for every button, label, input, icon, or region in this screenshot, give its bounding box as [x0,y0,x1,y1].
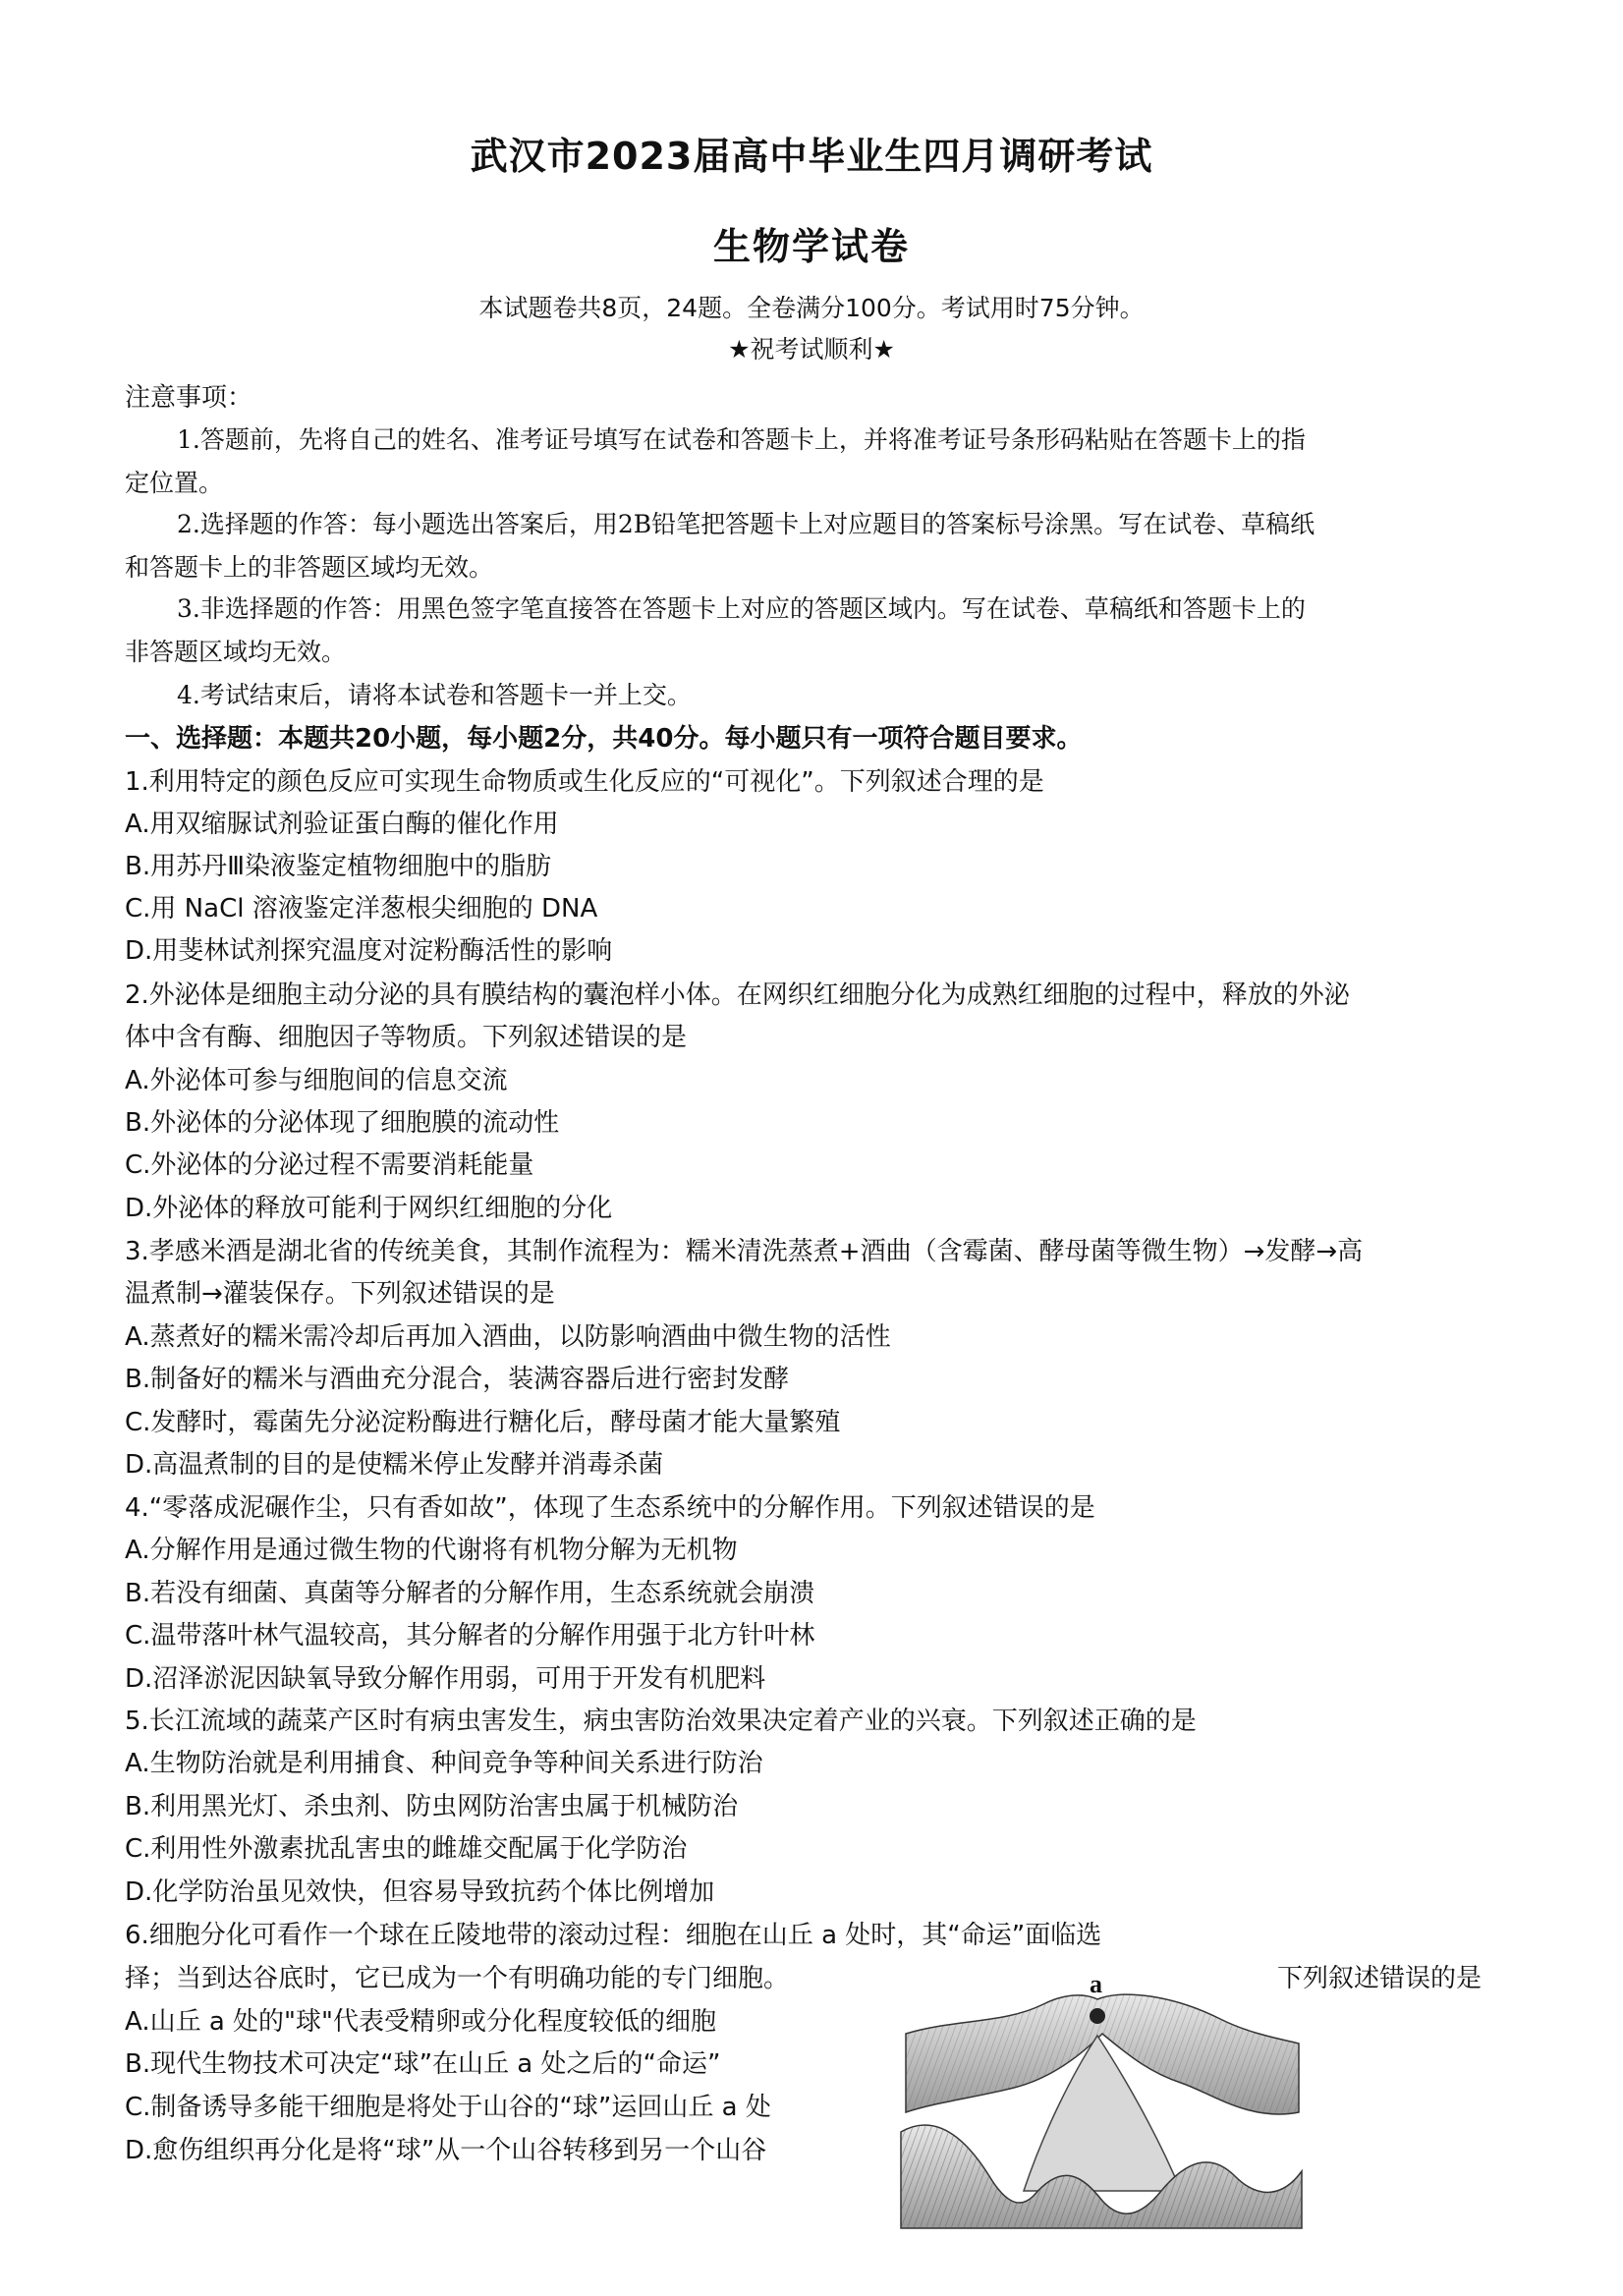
question-3-option-d: D.高温煮制的目的是使糯米停止发酵并消毒杀菌 [125,1450,664,1480]
exam-info: 本试题卷共8页，24题。全卷满分100分。考试用时75分钟。 [478,294,1145,322]
question-6-option-d: D.愈伤组织再分化是将“球”从一个山谷转移到另一个山谷 [125,2136,767,2165]
question-4-option-d: D.沼泽淤泥因缺氧导致分解作用弱，可用于开发有机肥料 [125,1664,766,1694]
question-4-option-b: B.若没有细菌、真菌等分解者的分解作用，生态系统就会崩溃 [125,1579,815,1608]
question-5-option-c: C.利用性外激素扰乱害虫的雌雄交配属于化学防治 [125,1834,688,1864]
notice-heading: 注意事项： [125,383,253,413]
question-5-option-d: D.化学防治虽见效快，但容易导致抗药个体比例增加 [125,1877,715,1907]
question-1-option-d: D.用斐林试剂探究温度对淀粉酶活性的影响 [125,936,613,966]
question-4-option-c: C.温带落叶林气温较高，其分解者的分解作用强于北方针叶林 [125,1621,815,1651]
notice-item-3-line-1: 3.非选择题的作答：用黑色签字笔直接答在答题卡上对应的答题区域内。写在试卷、草稿纸和答题卡上的 [177,594,1306,623]
question-1-option-b: B.用苏丹Ⅲ染液鉴定植物细胞中的脂肪 [125,852,552,881]
notice-item-3-line-2: 非答题区域均无效。 [125,638,347,666]
question-1-option-a: A.用双缩脲试剂验证蛋白酶的催化作用 [125,810,559,839]
question-2-option-a: A.外泌体可参与细胞间的信息交流 [125,1066,508,1095]
question-4-stem: 4.“零落成泥碾作尘，只有香如故”，体现了生态系统中的分解作用。下列叙述错误的是 [125,1493,1095,1523]
question-5-option-a: A.生物防治就是利用捕食、种间竞争等种间关系进行防治 [125,1749,763,1778]
question-2-option-d: D.外泌体的释放可能利于网织红细胞的分化 [125,1194,613,1223]
question-4-option-a: A.分解作用是通过微生物的代谢将有机物分解为无机物 [125,1536,738,1565]
question-6-stem-tail: 下列叙述错误的是 [1277,1964,1483,1993]
exam-subtitle: 生物学试卷 [712,225,910,268]
section-1-title: 一、选择题：本题共20小题，每小题2分，共40分。每小题只有一项符合题目要求。 [125,724,1083,754]
notice-item-2-line-2: 和答题卡上的非答题区域均无效。 [125,553,494,582]
figure-label-a: a [1090,1970,1102,1998]
notice-item-4-line-1: 4.考试结束后，请将本试卷和答题卡一并上交。 [177,681,692,709]
question-3-option-b: B.制备好的糯米与酒曲充分混合，装满容器后进行密封发酵 [125,1365,790,1394]
question-2-option-b: B.外泌体的分泌体现了细胞膜的流动性 [125,1108,560,1138]
question-5-stem: 5.长江流域的蔬菜产区时有病虫害发生，病虫害防治效果决定着产业的兴衰。下列叙述正确的是 [125,1707,1197,1736]
ball-marker [1090,2008,1105,2024]
question-1-stem: 1.利用特定的颜色反应可实现生命物质或生化反应的“可视化”。下列叙述合理的是 [125,767,1044,797]
question-3-stem-line-2: 温煮制→灌装保存。下列叙述错误的是 [125,1279,555,1309]
notice-item-1-line-1: 1.答题前，先将自己的姓名、准考证号填写在试卷和答题卡上，并将准考证号条形码粘贴在答题卡上的指 [177,425,1306,454]
question-2-stem-line-2: 体中含有酶、细胞因子等物质。下列叙述错误的是 [125,1023,688,1052]
notice-item-1-line-2: 定位置。 [125,469,224,497]
question-3-stem-line-1: 3.孝感米酒是湖北省的传统美食，其制作流程为：糯米清洗蒸煮+酒曲（含霉菌、酵母菌等微生物）→发酵→高 [125,1237,1364,1266]
question-1-option-c: C.用 NaCl 溶液鉴定洋葱根尖细胞的 DNA [125,894,598,924]
question-3-option-c: C.发酵时，霉菌先分泌淀粉酶进行糖化后，酵母菌才能大量繁殖 [125,1408,841,1437]
question-6-option-a: A.山丘 a 处的"球"代表受精卵或分化程度较低的细胞 [125,2007,716,2037]
question-6-option-b: B.现代生物技术可决定“球”在山丘 a 处之后的“命运” [125,2049,721,2079]
exam-wish: ★祝考试顺利★ [728,335,895,364]
question-3-option-a: A.蒸煮好的糯米需冷却后再加入酒曲，以防影响酒曲中微生物的活性 [125,1322,891,1352]
exam-title: 武汉市2023届高中毕业生四月调研考试 [470,135,1153,178]
question-6-stem-line-1: 6.细胞分化可看作一个球在丘陵地带的滚动过程：细胞在山丘 a 处时，其“命运”面临选 [125,1921,1102,1950]
question-2-stem-line-1: 2.外泌体是细胞主动分泌的具有膜结构的囊泡样小体。在网织红细胞分化为成熟红细胞的过程中，释放的外泌 [125,980,1350,1010]
notice-item-2-line-1: 2.选择题的作答：每小题选出答案后，用2B铅笔把答题卡上对应题目的答案标号涂黑。写在试卷、草稿纸 [177,510,1315,538]
question-6-option-c: C.制备诱导多能干细胞是将处于山谷的“球”运回山丘 a 处 [125,2093,771,2122]
differentiation-landscape-figure [896,1965,1307,2230]
question-5-option-b: B.利用黑光灯、杀虫剂、防虫网防治害虫属于机械防治 [125,1792,739,1821]
question-6-stem-line-2: 择；当到达谷底时，它已成为一个有明确功能的专门细胞。 [125,1964,790,1993]
question-2-option-c: C.外泌体的分泌过程不需要消耗能量 [125,1150,534,1180]
